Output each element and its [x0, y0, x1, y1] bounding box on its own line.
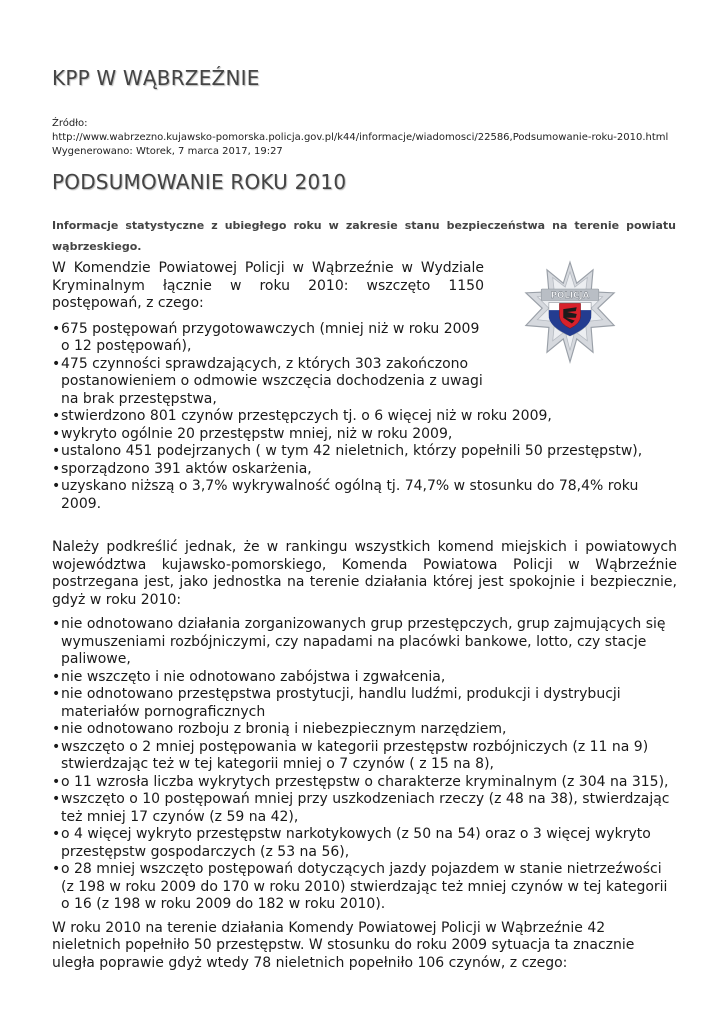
source-metadata — [52, 117, 668, 159]
article-lead: Informacje statystyczne z ubiegłego roku w zakresie stanu bezpieczeństwa na terenie powiatu wąbrzeskiego. — [52, 219, 676, 253]
list-item: • uzyskano niższą o 3,7% wykrywalność ogólną tj. 74,7% w stosunku do 78,4% roku 2009. — [52, 478, 677, 513]
source-url[interactable]: http://www.wabrzezno.kujawsko-pomorska.policja.gov.pl/k44/informacje/wiadomosci/22586,Podsumowanie-roku-2010.html — [52, 132, 669, 143]
list-item: • 475 czynności sprawdzających, z których 303 zakończono postanowieniem o odmowie wszczęcia dochodzenia z uwagi na brak przestępstwa, — [52, 356, 486, 409]
list-item: • o 4 więcej wykryto przestępstw narkotykowych (z 50 na 54) oraz o 3 więcej wykryto przestępstw gospodarczych (z 53 na 56), — [52, 826, 677, 861]
list-item: • wszczęto o 10 postępowań mniej przy uszkodzeniach rzeczy (z 48 na 38), stwierdzając też mniej 17 czynów (z 59 na 42), — [52, 791, 677, 826]
article-title: PODSUMOWANIE ROKU 2010 — [52, 170, 347, 194]
logo-text: POLICJA — [550, 291, 590, 302]
intro-paragraph: W Komendzie Powiatowej Policji w Wąbrzeźnie w Wydziale Kryminalnym łącznie w roku 2010: wszczęto 1150 postępowań, z czego: — [52, 260, 484, 311]
safety-list — [52, 616, 677, 914]
juvenile-paragraph: W roku 2010 na terenie działania Komendy Powiatowej Policji w Wąbrzeźnie 42 nieletnich popełniło 50 przestępstw. W stosunku do roku 2009 sytuacja ta znacznie uległa poprawie gdyż wtedy 78 nieletnich popełniło 106 czynów, z czego: — [52, 919, 635, 971]
list-item: • nie odnotowano działania zorganizowanych grup przestępczych, grup zajmujących się wymuszeniami rozbójniczymi, czy napadami na placówki bankowe, lotto, czy stacje paliwowe, — [52, 616, 677, 669]
list-item: • wykryto ogólnie 20 przestępstw mniej, niż w roku 2009, — [52, 426, 677, 444]
list-item: • o 28 mniej wszczęto postępowań dotyczących jazdy pojazdem w stanie nietrzeźwości (z 198 w roku 2009 do 170 w roku 2010) stwierdzając też mniej czynów w tej kategorii o 16 (z 198 w roku 2009 do 182 w roku 2010). — [52, 861, 677, 914]
list-item: • wszczęto o 2 mniej postępowania w kategorii przestępstw rozbójniczych (z 11 na 9) stwierdzając też w tej kategorii mniej o 7 czynów ( z 15 na 8), — [52, 739, 677, 774]
police-star-logo — [522, 260, 618, 366]
list-item: • o 11 wzrosła liczba wykrytych przestępstw o charakterze kryminalnym (z 304 na 315), — [52, 774, 677, 792]
list-item: • nie odnotowano rozboju z bronią i niebezpiecznym narzędziem, — [52, 721, 677, 739]
ranking-paragraph: Należy podkreślić jednak, że w rankingu wszystkich komend miejskich i powiatowych województwa kujawsko-pomorskiego, Komenda Powiatowa Policji w Wąbrzeźnie postrzegana jest, jako jednostka na terenie działania której jest spokojnie i bezpiecznie, gdyż w roku 2010: — [52, 539, 677, 608]
article-body — [52, 260, 677, 972]
list-item: • nie wszczęto i nie odnotowano zabójstwa i zgwałcenia, — [52, 669, 677, 687]
list-item: • sporządzono 391 aktów oskarżenia, — [52, 461, 677, 479]
list-item: • ustalono 451 podejrzanych ( w tym 42 nieletnich, którzy popełnili 50 przestępstw), — [52, 443, 677, 461]
site-title: KPP W WĄBRZEŹNIE — [52, 66, 260, 90]
list-item: • stwierdzono 801 czynów przestępczych tj. o 6 więcej niż w roku 2009, — [52, 408, 677, 426]
list-item: • nie odnotowano przestępstwa prostytucji, handlu ludźmi, produkcji i dystrybucji materiałów pornograficznych — [52, 686, 677, 721]
source-label: Źródło: — [52, 118, 88, 129]
generated-date: Wygenerowano: Wtorek, 7 marca 2017, 19:27 — [52, 146, 283, 157]
list-item: • 675 postępowań przygotowawczych (mniej niż w roku 2009 o 12 postępowań), — [52, 321, 486, 356]
